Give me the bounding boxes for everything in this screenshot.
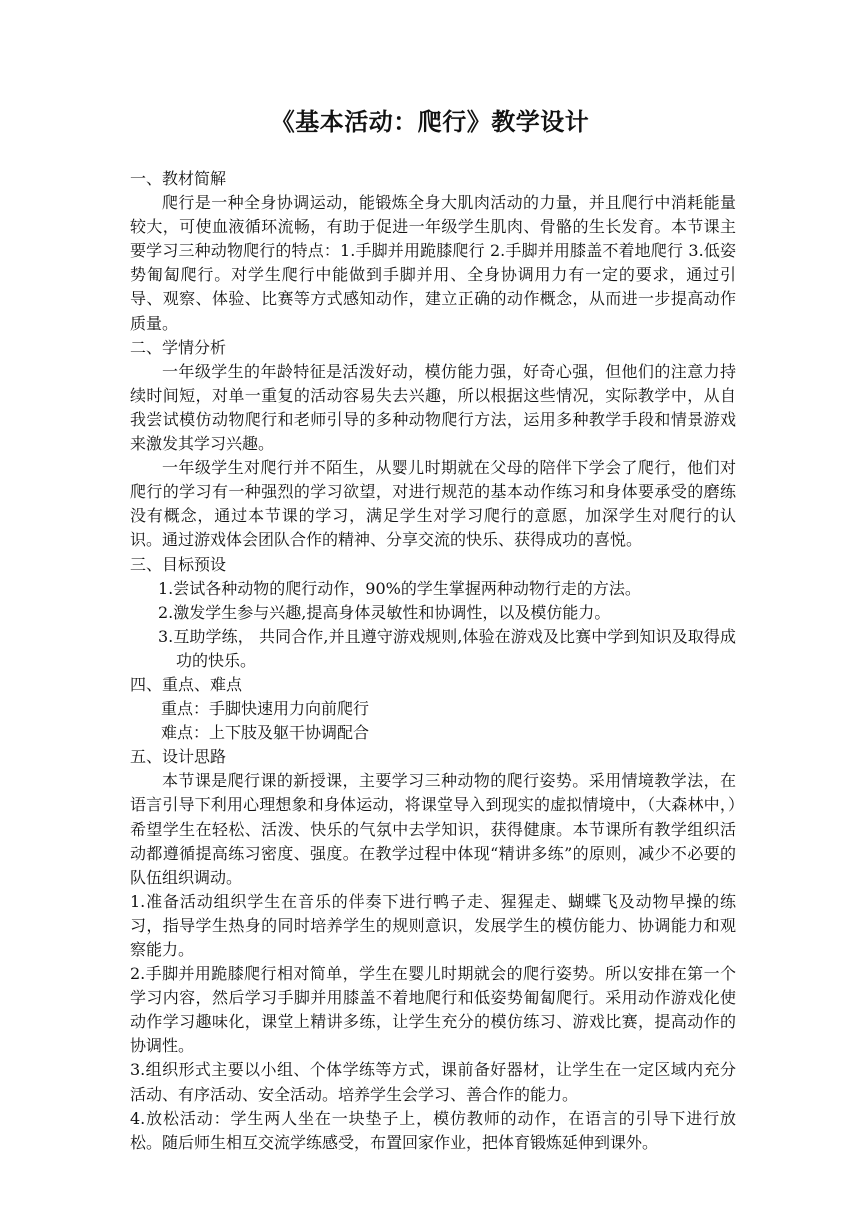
- students-paragraph-1: 一年级学生的年龄特征是活泼好动，模仿能力强，好奇心强，但他们的注意力持续时间短，对单一重复的活动容易失去兴趣，所以根据这些情况，实际教学中，从自我尝试模仿动物爬行和老师引导的多种动物爬行方法，运用多种教学手段和情景游戏来激发其学习兴趣。: [130, 361, 736, 454]
- section-heading-design: 五、设计思路: [130, 747, 227, 767]
- section-heading-key-points: 四、重点、难点: [130, 674, 243, 694]
- material-paragraph: 爬行是一种全身协调运动，能锻炼全身大肌肉活动的力量，并且爬行中消耗能量较大，可使血液循环流畅，有助于促进一年级学生肌肉、骨骼的生长发育。本节课主要学习三种动物爬行的特点：1.手脚并用跪膝爬行 2.手脚并用膝盖不着地爬行 3.低姿势匍匐爬行。对学生爬行中能做到手脚并用、全身协调用力有一定的要求，通过引导、观察、体验、比赛等方式感知动作，建立正确的动作概念，从而进一步提高动作质量。: [130, 193, 736, 333]
- key-point-text: 重点：手脚快速用力向前爬行: [161, 699, 370, 719]
- section-heading-students: 二、学情分析: [130, 337, 227, 357]
- document-title: 《基本活动：爬行》教学设计: [270, 107, 590, 136]
- section-heading-goals: 三、目标预设: [130, 554, 227, 574]
- design-point-2: 2.手脚并用跪膝爬行相对简单，学生在婴儿时期就会的爬行姿势。所以安排在第一个学习内容，然后学习手脚并用膝盖不着地爬行和低姿势匍匐爬行。采用动作游戏化使动作学习趣味化，课堂上精讲多练，让学生充分的模仿练习、游戏比赛，提高动作的协调性。: [130, 964, 736, 1056]
- design-intro-paragraph: 本节课是爬行课的新授课，主要学习三种动物的爬行姿势。采用情境教学法，在语言引导下利用心理想象和身体运动，将课堂导入到现实的虚拟情境中，（大森林中，）希望学生在轻松、活泼、快乐的气氛中去学知识，获得健康。本节课所有教学组织活动都遵循提高练习密度、强度。在教学过程中体现“精讲多练”的原则，减少不必要的队伍组织调动。: [130, 771, 736, 887]
- goal-item-1: 1.尝试各种动物的爬行动作，90%的学生掌握两种动物行走的方法。: [158, 578, 641, 598]
- design-point-1: 1.准备活动组织学生在音乐的伴奏下进行鸭子走、猩猩走、蝴蝶飞及动物早操的练习，指导学生热身的同时培养学生的规则意识，发展学生的模仿能力、协调能力和观察能力。: [130, 891, 736, 959]
- goal-item-2: 2.激发学生参与兴趣,提高身体灵敏性和协调性，以及模仿能力。: [158, 602, 611, 622]
- design-point-4: 4.放松活动：学生两人坐在一块垫子上，模仿教师的动作，在语言的引导下进行放松。随后师生相互交流学练感受，布置回家作业，把体育锻炼延伸到课外。: [130, 1108, 736, 1152]
- section-heading-material: 一、教材简解: [130, 169, 227, 188]
- goal-item-3: 3.互助学练， 共同合作,并且遵守游戏规则,体验在游戏及比赛中学到知识及取得成功的快乐。: [158, 626, 736, 670]
- difficulty-text: 难点：上下肢及躯干协调配合: [161, 723, 370, 743]
- document-body: [130, 167, 736, 1155]
- design-point-3: 3.组织形式主要以小组、个体学练等方式，课前备好器材，让学生在一定区域内充分活动、有序活动、安全活动。培养学生会学习、善合作的能力。: [130, 1060, 736, 1104]
- students-paragraph-2: 一年级学生对爬行并不陌生，从婴儿时期就在父母的陪伴下学会了爬行，他们对爬行的学习有一种强烈的学习欲望，对进行规范的基本动作练习和身体要承受的磨练没有概念，通过本节课的学习，满足学生对学习爬行的意愿，加深学生对爬行的认识。通过游戏体会团队合作的精神、分享交流的快乐、获得成功的喜悦。: [130, 458, 736, 550]
